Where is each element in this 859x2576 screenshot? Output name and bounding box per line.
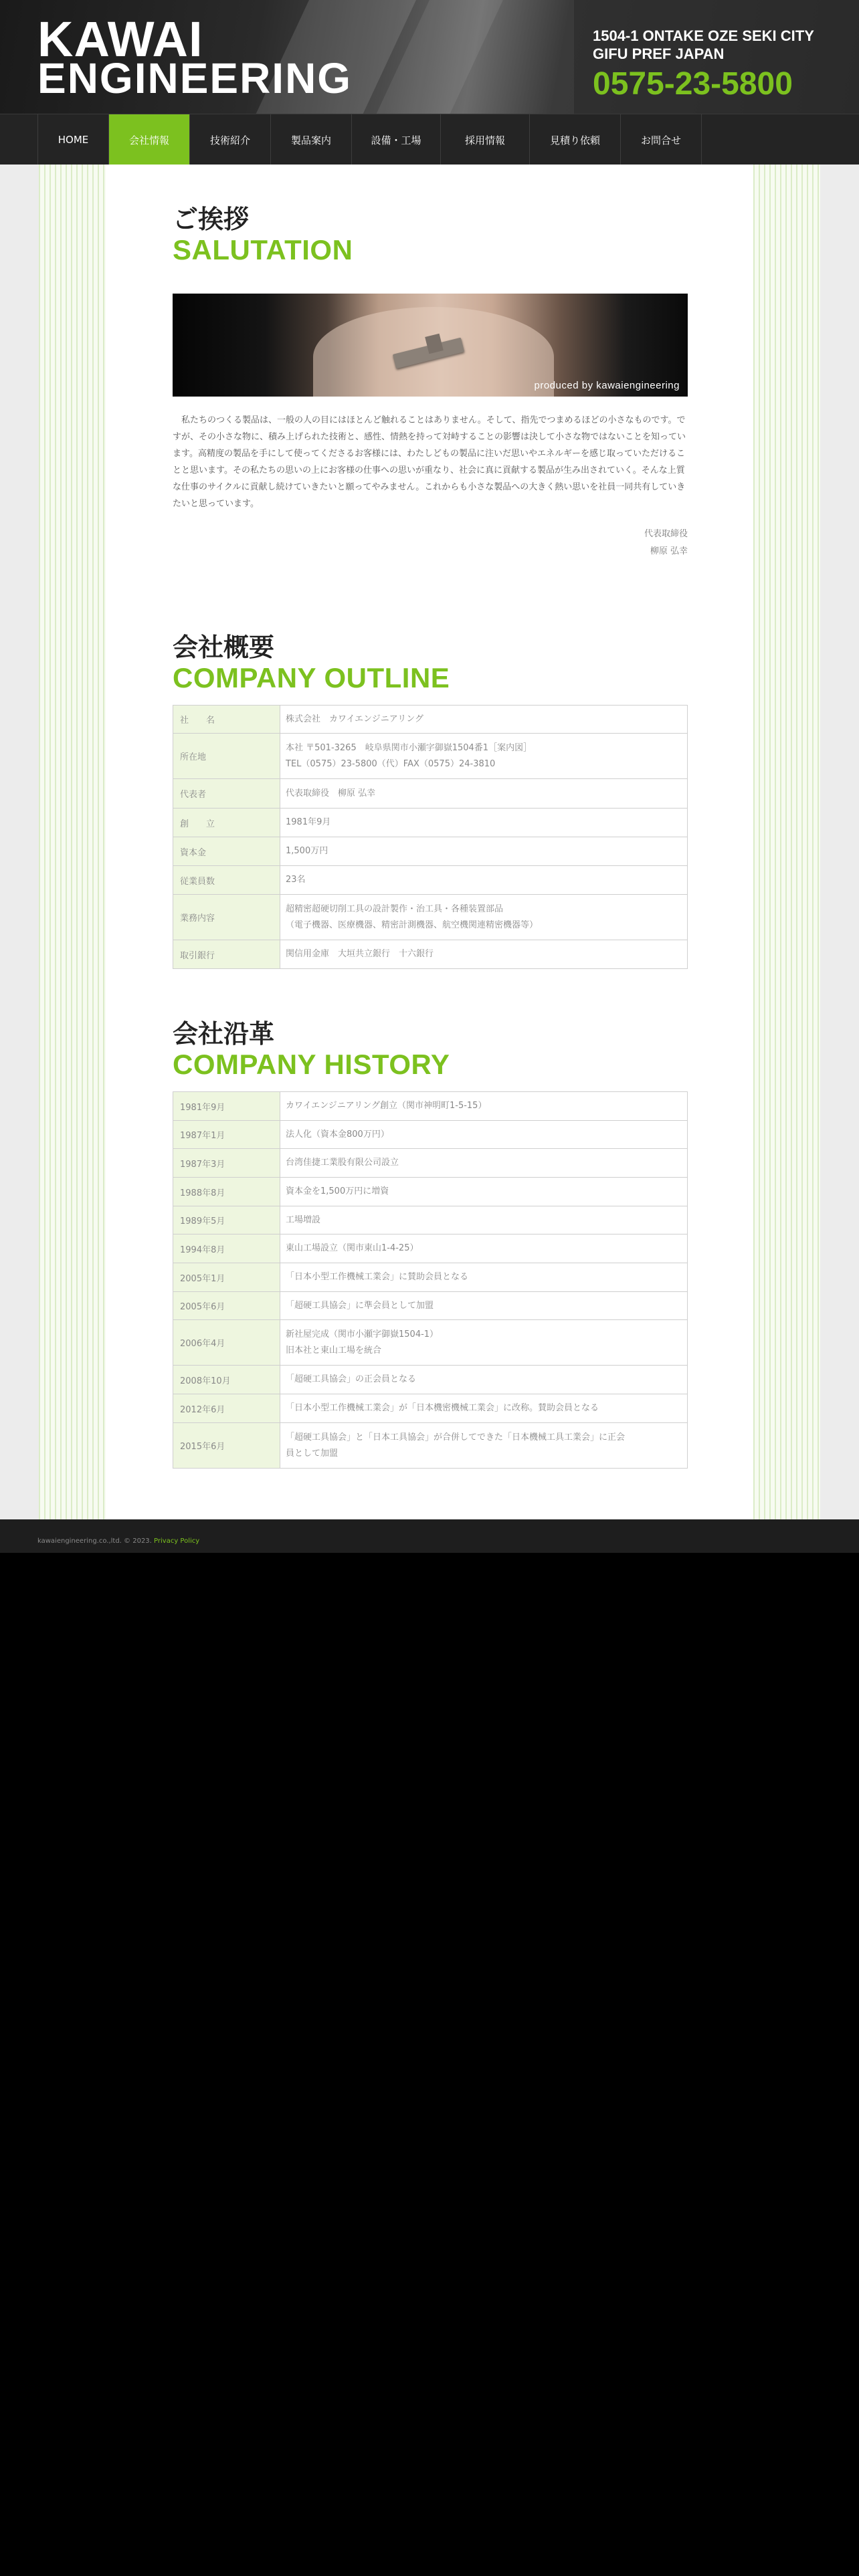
history-title-jp: 会社沿革 — [173, 1019, 275, 1049]
event-line: 員として加盟 — [286, 1448, 339, 1459]
tel-fax-text: TEL（0575）23-5800（代）FAX（0575）24-3810 — [286, 758, 496, 769]
table-row — [173, 837, 688, 866]
outline-title-en: COMPANY OUTLINE — [173, 662, 450, 693]
nav-item-facilities[interactable]: 設備・工場 — [352, 114, 441, 165]
history-event: 工場増設 — [280, 1206, 688, 1235]
salutation-heading — [173, 205, 353, 266]
history-date: 2005年1月 — [173, 1263, 280, 1292]
row-label: 資本金 — [173, 837, 280, 866]
history-event: 「日本小型工作機械工業会」に賛助会員となる — [280, 1263, 688, 1292]
history-event: 台湾佳捷工業股有限公司設立 — [280, 1149, 688, 1178]
header-contact — [574, 0, 859, 114]
history-table — [173, 1091, 688, 1469]
history-date: 2012年6月 — [173, 1394, 280, 1423]
address-line1: 1504-1 ONTAKE OZE SEKI CITY — [593, 27, 814, 44]
table-row — [173, 1121, 688, 1149]
main-nav — [0, 114, 859, 165]
table-row — [173, 1235, 688, 1263]
salutation-title-jp: ご挨拶 — [173, 205, 250, 234]
history-event: 「超硬工具協会」の正会員となる — [280, 1366, 688, 1394]
row-value: 1981年9月 — [280, 809, 688, 837]
nav-item-estimate[interactable]: 見積り依頼 — [530, 114, 621, 165]
decor-stripes — [753, 165, 820, 1519]
image-credit: produced by kawaiengineering — [534, 380, 680, 391]
address-line2: GIFU PREF JAPAN — [593, 45, 725, 62]
outline-table — [173, 705, 688, 969]
table-row — [173, 866, 688, 895]
history-date: 1994年8月 — [173, 1235, 280, 1263]
copyright — [37, 1537, 199, 1545]
site-footer — [0, 1519, 859, 1553]
nav-item-company[interactable]: 会社情報 — [109, 114, 190, 165]
nav-item-products[interactable]: 製品案内 — [271, 114, 352, 165]
row-value — [280, 895, 688, 940]
event-line: 旧本社と東山工場を統合 — [286, 1345, 382, 1356]
salutation-title-en: SALUTATION — [173, 234, 353, 265]
history-event: 「超硬工具協会」に準会員として加盟 — [280, 1292, 688, 1320]
table-row — [173, 779, 688, 809]
history-event: 法人化（資本金800万円） — [280, 1121, 688, 1149]
main-content — [106, 165, 753, 1519]
history-title-en: COMPANY HISTORY — [173, 1049, 450, 1080]
history-date: 2006年4月 — [173, 1320, 280, 1366]
nav-item-contact[interactable]: お問合せ — [621, 114, 702, 165]
table-row — [173, 895, 688, 940]
table-row — [173, 706, 688, 734]
table-row — [173, 1292, 688, 1320]
nav-item-home[interactable]: HOME — [38, 114, 109, 165]
signature-title: 代表取締役 — [644, 529, 688, 539]
row-value — [280, 734, 688, 779]
address-text: 本社 〒501-3265 岐阜県関市小瀬字御嶽1504番1［案内図］ — [286, 742, 533, 753]
history-date: 2015年6月 — [173, 1423, 280, 1469]
history-date: 1987年3月 — [173, 1149, 280, 1178]
row-value: 代表取締役 柳原 弘幸 — [280, 779, 688, 809]
nav-item-recruit[interactable]: 採用情報 — [441, 114, 530, 165]
table-row — [173, 1178, 688, 1206]
table-row — [173, 1092, 688, 1121]
table-row — [173, 1206, 688, 1235]
logo-line2: ENGINEERING — [37, 54, 353, 102]
row-value: 関信用金庫 大垣共立銀行 十六銀行 — [280, 940, 688, 969]
salutation-image — [173, 294, 688, 397]
table-row — [173, 940, 688, 969]
history-date: 2005年6月 — [173, 1292, 280, 1320]
row-label: 所在地 — [173, 734, 280, 779]
table-row — [173, 734, 688, 779]
history-event: カワイエンジニアリング創立（関市神明町1-5-15） — [280, 1092, 688, 1121]
row-value: 1,500万円 — [280, 837, 688, 866]
signature-name: 柳原 弘幸 — [650, 546, 688, 556]
content-area — [0, 165, 859, 1519]
table-row — [173, 1149, 688, 1178]
outline-heading — [173, 633, 450, 694]
row-label: 従業員数 — [173, 866, 280, 895]
business-text-2: （電子機器、医療機器、精密計測機器、航空機関連精密機器等） — [286, 920, 539, 930]
phone-number[interactable]: 0575-23-5800 — [593, 66, 793, 102]
business-text: 超精密超硬切削工具の設計製作・治工具・各種装置部品 — [286, 903, 504, 914]
table-row — [173, 1394, 688, 1423]
history-date: 2008年10月 — [173, 1366, 280, 1394]
row-label: 代表者 — [173, 779, 280, 809]
history-event — [280, 1423, 688, 1469]
logo-line1: KAWAI — [37, 11, 203, 67]
history-date: 1989年5月 — [173, 1206, 280, 1235]
row-value: 株式会社 カワイエンジニアリング — [280, 706, 688, 734]
site-logo[interactable] — [37, 11, 353, 102]
nav-item-technology[interactable]: 技術紹介 — [190, 114, 271, 165]
copyright-text: kawaiengineering.co.,ltd. © 2023. — [37, 1537, 152, 1545]
history-date: 1988年8月 — [173, 1178, 280, 1206]
history-event — [280, 1320, 688, 1366]
table-row — [173, 1320, 688, 1366]
privacy-policy-link[interactable]: Privacy Policy — [154, 1537, 200, 1545]
outline-title-jp: 会社概要 — [173, 633, 275, 662]
row-label: 業務内容 — [173, 895, 280, 940]
event-line: 新社屋完成（関市小瀬字御嶽1504-1） — [286, 1329, 439, 1339]
row-value: 23名 — [280, 866, 688, 895]
table-row — [173, 1423, 688, 1469]
row-label: 取引銀行 — [173, 940, 280, 969]
site-header — [0, 0, 859, 114]
history-date: 1981年9月 — [173, 1092, 280, 1121]
row-label: 創 立 — [173, 809, 280, 837]
salutation-body: 私たちのつくる製品は、一般の人の目にはほとんど触れることはありません。そして、指先でつまめるほどの小さなものです。ですが、その小さな物に、積み上げられた技術と、感性、情熱を持って対峙することの影響は決して小さな物ではないことを知っています。高精度の製品を手にして使ってくださるお客様には、わたしどもの製品に注いだ思いやエネルギーを感じ取っていただけることと思います。その私たちの思いの上にお客様の仕事への思いが重なり、社会に真に貢献する製品が生み出されていく。そんな上質な仕事のサイクルに貢献し続けていきたいと願ってやみません。これからも小さな製品への大きく熱い思いを社員一同共有していきたいと思っています。 — [173, 415, 686, 509]
event-line: 「超硬工具協会」と「日本工具協会」が合併してできた「日本機械工具工業会」に正会 — [286, 1432, 626, 1442]
history-event: 「日本小型工作機械工業会」が「日本機密機械工業会」に改称。賛助会員となる — [280, 1394, 688, 1423]
signature — [644, 526, 688, 560]
history-heading — [173, 1019, 450, 1081]
history-event: 東山工場設立（関市東山1-4-25） — [280, 1235, 688, 1263]
row-label: 社 名 — [173, 706, 280, 734]
history-event: 資本金を1,500万円に増資 — [280, 1178, 688, 1206]
decor-stripes — [39, 165, 106, 1519]
table-row — [173, 809, 688, 837]
history-date: 1987年1月 — [173, 1121, 280, 1149]
table-row — [173, 1366, 688, 1394]
table-row — [173, 1263, 688, 1292]
